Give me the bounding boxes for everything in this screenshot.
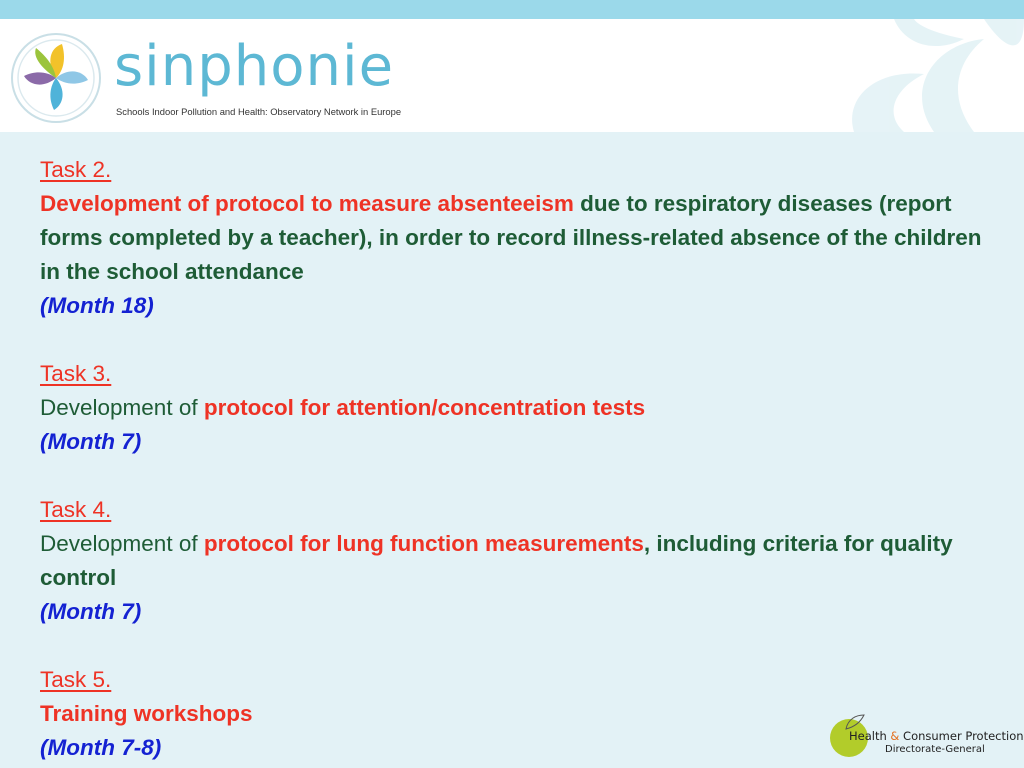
task-highlight: protocol for lung function measurements [203,531,644,556]
task-title: Task 2. [40,157,112,182]
task-month: (Month 18) [40,293,154,318]
task-description: , including criteria for quality control [40,531,953,590]
brand-wordmark: sinphonie [114,34,395,99]
sinphonie-logo [10,29,410,129]
task-lead: Development of [40,531,204,556]
decorative-swirl-graphic [604,19,1024,132]
top-accent-bar [0,0,1024,19]
slide-content [0,132,1024,768]
task-2 [40,153,990,323]
task-highlight: Development of protocol to measure absenteeism [40,191,574,216]
brand-tagline: Schools Indoor Pollution and Health: Observatory Network in Europe [116,106,402,117]
task-month: (Month 7) [40,599,142,624]
task-3 [40,357,990,459]
flower-logo-icon [10,32,102,124]
task-4 [40,493,990,629]
task-highlight: Training workshops [40,701,253,726]
task-title: Task 3. [40,361,112,386]
leaf-icon [842,711,866,731]
task-description: due to respiratory diseases (report forms completed by a teacher), in order to record illness-related absence of the children in the school attendance [40,191,982,284]
task-lead: Development of [40,395,204,420]
task-month: (Month 7-8) [40,735,162,760]
task-month: (Month 7) [40,429,142,454]
health-consumer-protection-logo [828,711,1024,768]
slide-header [0,19,1024,132]
task-title: Task 4. [40,497,112,522]
task-highlight: protocol for attention/concentration tests [203,395,646,420]
hcp-subtitle: Directorate-General [885,744,985,755]
task-list [40,153,990,765]
task-title: Task 5. [40,667,112,692]
hcp-title: Health & Consumer Protection [849,729,1024,743]
